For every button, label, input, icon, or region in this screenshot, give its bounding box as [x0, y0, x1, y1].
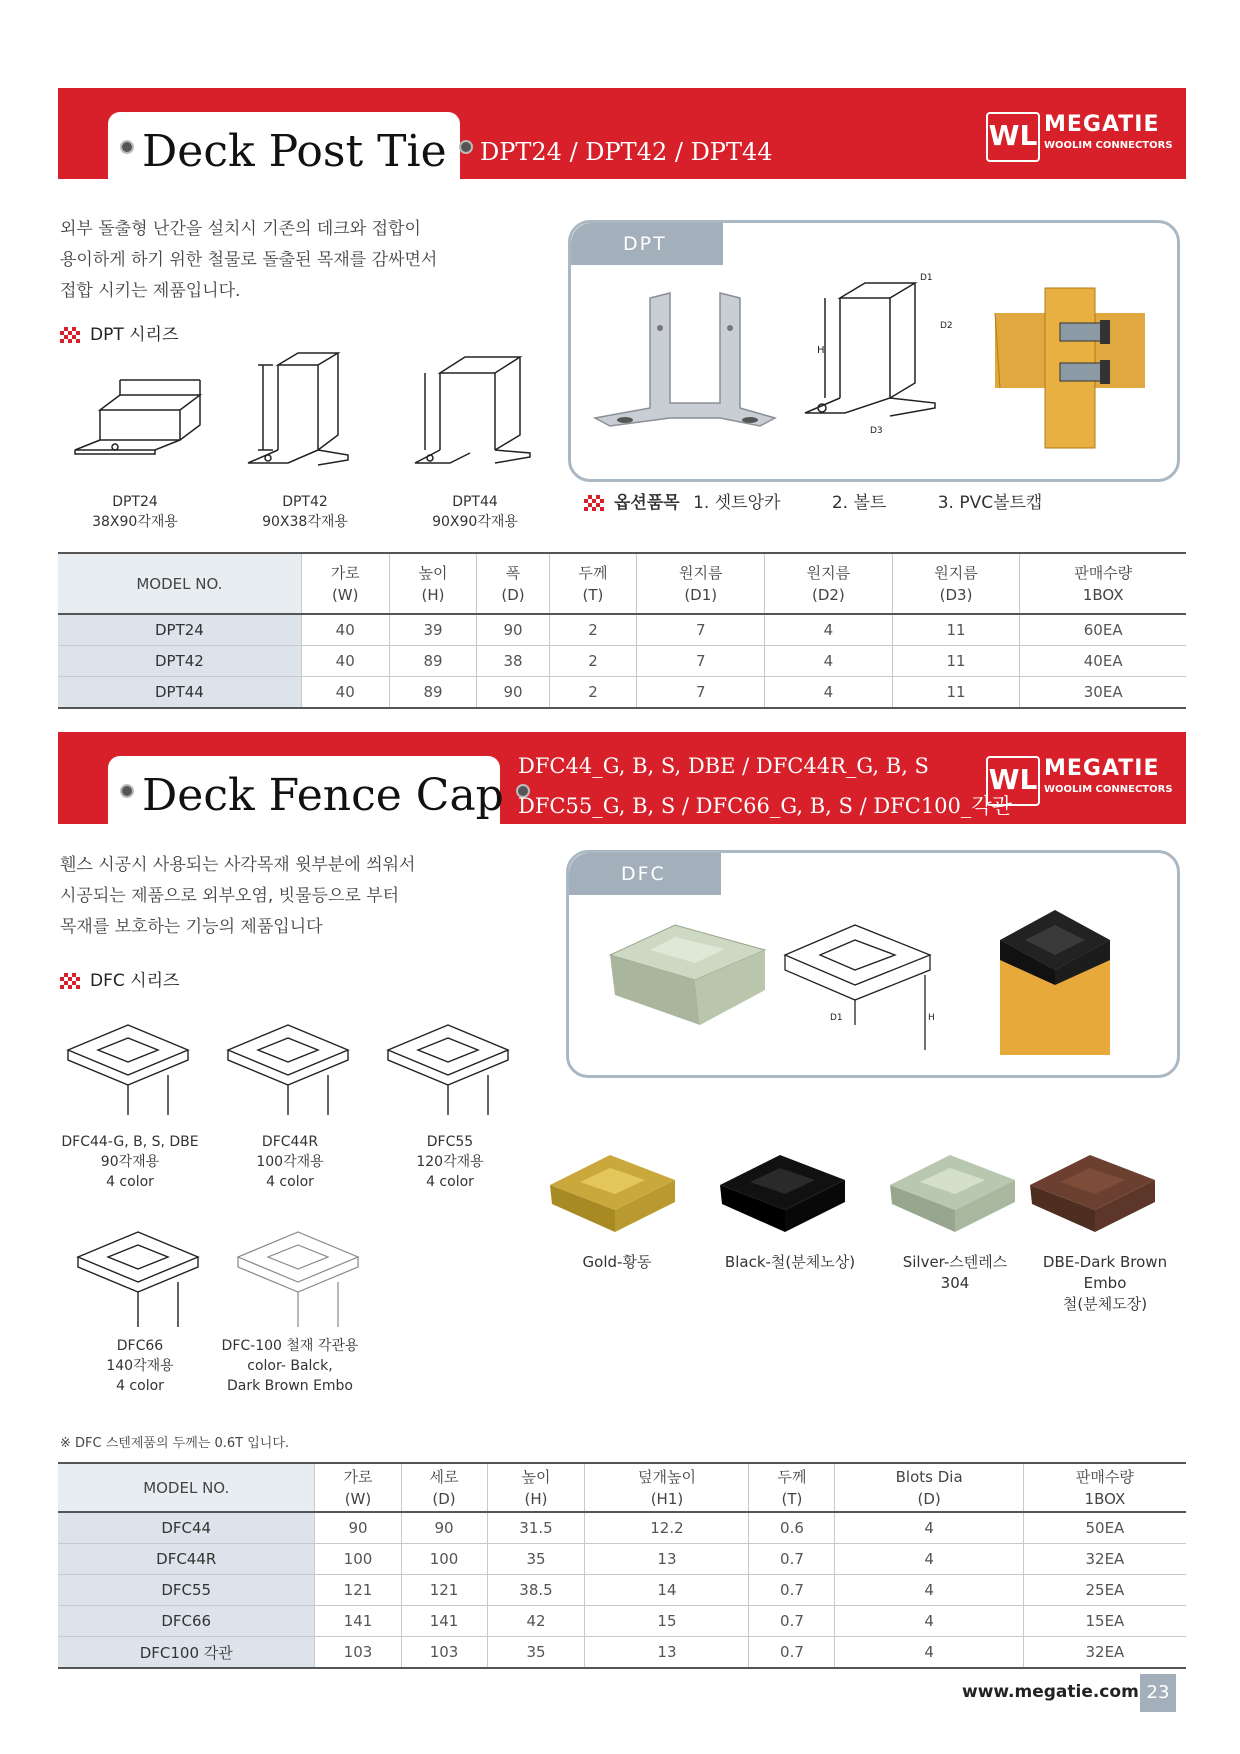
table-cell: 90	[477, 614, 549, 646]
logo-sub: WOOLIM CONNECTORS	[1044, 784, 1173, 795]
dfc55-caption	[370, 1132, 530, 1192]
caption-color: 4 color	[116, 1378, 164, 1394]
caption-spec: 140각재용	[106, 1358, 174, 1374]
dpt-product-images	[590, 268, 1160, 468]
model-cell: DFC44R	[58, 1544, 315, 1575]
checker-icon	[584, 495, 604, 511]
header-subline: (D1)	[684, 585, 718, 604]
caption-model: DFC66	[116, 1338, 164, 1354]
dfc66-caption	[60, 1336, 220, 1396]
dpt24-drawing	[60, 370, 220, 480]
dfc-series-label	[60, 966, 179, 991]
table-cell: 40	[301, 677, 389, 709]
table-row	[58, 1606, 1186, 1637]
column-header	[58, 553, 301, 614]
table-row	[58, 614, 1186, 646]
table-cell: 4	[835, 1637, 1023, 1669]
table-header-row	[58, 1463, 1186, 1512]
header-subline: 1BOX	[1084, 1489, 1126, 1508]
column-header	[301, 553, 389, 614]
table-cell: 0.7	[749, 1637, 835, 1669]
table-cell: 39	[389, 614, 477, 646]
gold-cap	[550, 1155, 675, 1232]
desc-line: 외부 돌출형 난간을 설치시 기존의 데크와 접합이	[60, 219, 421, 239]
header-subline: (W)	[344, 1489, 372, 1508]
table-row	[58, 1637, 1186, 1669]
caption-model: DFC44R	[261, 1134, 319, 1150]
dpt42-caption	[240, 492, 370, 532]
page-number: 23	[1140, 1674, 1176, 1712]
black-cap	[720, 1155, 845, 1232]
dpt24-caption	[70, 492, 200, 532]
table-cell: 32EA	[1023, 1637, 1186, 1669]
svg-text:D2: D2	[940, 321, 953, 331]
table-cell: 141	[401, 1606, 487, 1637]
column-header	[401, 1463, 487, 1512]
table-row	[58, 1544, 1186, 1575]
caption-model: DPT42	[282, 494, 328, 510]
svg-text:D1: D1	[830, 1013, 843, 1023]
table-cell: 13	[585, 1544, 749, 1575]
caption-spec: 38X90각재용	[92, 514, 178, 530]
table-cell: 13	[585, 1637, 749, 1669]
table-cell: 4	[765, 646, 893, 677]
caption-model: DFC-100 철재 각관용	[221, 1338, 359, 1354]
model-cell: DFC66	[58, 1606, 315, 1637]
header-subline: (D)	[501, 585, 525, 604]
column-header	[58, 1463, 315, 1512]
svg-text:H: H	[928, 1013, 935, 1023]
caption-color: 4 color	[106, 1174, 154, 1190]
dpt-logo	[986, 112, 1176, 162]
table-cell: 7	[637, 646, 765, 677]
dfc-drawings-row2	[58, 1212, 388, 1342]
table-cell: 7	[637, 677, 765, 709]
desc-line: 시공되는 제품으로 외부오염, 빗물등으로 부터	[60, 886, 400, 906]
dfc-series-text: DFC 시리즈	[90, 971, 180, 991]
table-cell: 90	[401, 1512, 487, 1544]
swatch-name: Gold-황동	[582, 1253, 652, 1271]
dfc100-caption	[210, 1336, 370, 1396]
dfc-logo	[986, 756, 1176, 806]
gold-label	[552, 1252, 682, 1273]
column-header	[1023, 1463, 1186, 1512]
footer-url[interactable]: www.megatie.com	[962, 1682, 1139, 1702]
table-header-row	[58, 553, 1186, 614]
header-line: MODEL NO.	[136, 574, 223, 593]
table-cell: 35	[487, 1544, 585, 1575]
header-line: 두께	[777, 1467, 807, 1486]
column-header	[487, 1463, 585, 1512]
table-cell: 4	[835, 1544, 1023, 1575]
table-cell: 7	[637, 614, 765, 646]
logo-mark-icon: WL	[986, 112, 1040, 162]
column-header	[315, 1463, 401, 1512]
header-subline: 1BOX	[1082, 585, 1124, 604]
dpt44-drawing	[400, 345, 550, 475]
header-line: 세로	[429, 1467, 459, 1486]
bullet-dot-icon	[120, 140, 134, 154]
table-cell: 100	[401, 1544, 487, 1575]
column-header	[549, 553, 637, 614]
logo-name: MEGATIE	[1044, 112, 1160, 137]
column-header	[835, 1463, 1023, 1512]
silver-label	[880, 1252, 1030, 1294]
table-cell: 38	[477, 646, 549, 677]
model-cell: DPT42	[58, 646, 301, 677]
dfc-panel-tab: DFC	[569, 853, 721, 895]
table-cell: 12.2	[585, 1512, 749, 1544]
swatch-sub: Embo	[1083, 1274, 1127, 1292]
table-cell: 40	[301, 614, 389, 646]
model-cell: DFC44	[58, 1512, 315, 1544]
swatch-name: Silver-스텐레스	[902, 1253, 1008, 1271]
table-cell: 4	[835, 1512, 1023, 1544]
table-cell: 32EA	[1023, 1544, 1186, 1575]
table-cell: 89	[389, 677, 477, 709]
dfc-thickness-note: ※ DFC 스텐제품의 두께는 0.6T 입니다.	[60, 1436, 290, 1451]
dpt-spec-table	[58, 552, 1186, 709]
dpt-panel-tab: DPT	[571, 223, 723, 265]
header-subline: (H)	[524, 1489, 548, 1508]
table-cell: 103	[315, 1637, 401, 1669]
caption-spec: 120각재용	[416, 1154, 484, 1170]
table-cell: 50EA	[1023, 1512, 1186, 1544]
column-header	[1020, 553, 1186, 614]
table-cell: 25EA	[1023, 1575, 1186, 1606]
header-line: 높이	[521, 1467, 551, 1486]
table-cell: 11	[892, 677, 1020, 709]
option-item: 3. PVC볼트캡	[937, 493, 1043, 513]
logo-mark-icon: WL	[986, 756, 1040, 806]
dfc-drawings-row1	[58, 1005, 538, 1130]
table-cell: 15	[585, 1606, 749, 1637]
dfc-title	[120, 770, 530, 821]
desc-line: 목재를 보호하는 기능의 제품입니다	[60, 917, 323, 937]
options-label: 옵션품목	[614, 493, 680, 513]
table-cell: 42	[487, 1606, 585, 1637]
table-cell: 30EA	[1020, 677, 1186, 709]
bullet-dot-icon	[120, 784, 134, 798]
table-cell: 2	[549, 646, 637, 677]
header-line: 덮개높이	[637, 1467, 696, 1486]
silver-cap	[890, 1155, 1015, 1232]
dpt-series-text: DPT 시리즈	[90, 325, 179, 345]
dpt-title	[120, 126, 473, 177]
table-cell: 2	[549, 614, 637, 646]
dpt44-caption	[410, 492, 540, 532]
table-cell: 4	[835, 1575, 1023, 1606]
dfc-models-line2: DFC55_G, B, S / DFC66_G, B, S / DFC100_각관	[518, 794, 1012, 818]
table-row	[58, 677, 1186, 709]
header-line: 판매수량	[1074, 563, 1133, 582]
table-cell: 40	[301, 646, 389, 677]
header-subline: (T)	[582, 585, 604, 604]
table-cell: 31.5	[487, 1512, 585, 1544]
header-line: 폭	[505, 563, 521, 582]
table-cell: 4	[765, 677, 893, 709]
table-cell: 35	[487, 1637, 585, 1669]
header-subline: (T)	[781, 1489, 803, 1508]
bullet-dot-icon	[459, 140, 473, 154]
desc-line: 용이하게 하기 위한 철물로 돌출된 목재를 감싸면서	[60, 250, 438, 270]
model-cell: DPT24	[58, 614, 301, 646]
dfc-title-text: Deck Fence Cap	[142, 770, 504, 821]
caption-spec: color- Balck,	[247, 1358, 333, 1374]
caption-spec: 90X38각재용	[262, 514, 348, 530]
header-line: 원지름	[806, 563, 851, 582]
header-subline: (H)	[421, 585, 445, 604]
header-subline: (D3)	[939, 585, 973, 604]
svg-text:D3: D3	[870, 426, 883, 436]
dfc44r-caption	[210, 1132, 370, 1192]
header-subline: (D)	[917, 1489, 941, 1508]
table-cell: 100	[315, 1544, 401, 1575]
dpt-title-text: Deck Post Tie	[142, 126, 447, 177]
swatch-sub: 304	[940, 1274, 970, 1292]
swatch-sub2: 철(분체도장)	[1062, 1295, 1148, 1313]
table-cell: 4	[835, 1606, 1023, 1637]
table-row	[58, 1512, 1186, 1544]
caption-color: Dark Brown Embo	[227, 1378, 353, 1394]
table-cell: 14	[585, 1575, 749, 1606]
header-line: 판매수량	[1075, 1467, 1134, 1486]
desc-line: 휀스 시공시 사용되는 사각목재 윗부분에 씌워서	[60, 855, 416, 875]
checker-icon	[60, 327, 80, 343]
header-line: 높이	[418, 563, 448, 582]
caption-color: 4 color	[266, 1174, 314, 1190]
header-line: 원지름	[934, 563, 978, 582]
header-subline: (D)	[432, 1489, 456, 1508]
header-line: MODEL NO.	[143, 1478, 230, 1497]
column-header	[892, 553, 1020, 614]
column-header	[389, 553, 477, 614]
table-cell: 121	[401, 1575, 487, 1606]
black-label	[700, 1252, 880, 1273]
caption-model: DFC44-G, B, S, DBE	[61, 1134, 199, 1150]
table-cell: 15EA	[1023, 1606, 1186, 1637]
table-cell: 0.7	[749, 1544, 835, 1575]
dpt-options	[584, 488, 1042, 513]
table-row	[58, 1575, 1186, 1606]
table-cell: 2	[549, 677, 637, 709]
caption-model: DFC55	[426, 1134, 474, 1150]
table-cell: 0.7	[749, 1575, 835, 1606]
table-cell: 60EA	[1020, 614, 1186, 646]
table-row	[58, 646, 1186, 677]
option-item: 2. 볼트	[831, 493, 887, 513]
caption-spec: 90X90각재용	[432, 514, 518, 530]
column-header	[765, 553, 893, 614]
model-cell: DFC100 각관	[58, 1637, 315, 1669]
model-cell: DPT44	[58, 677, 301, 709]
option-item: 1. 셋트앙카	[693, 493, 781, 513]
checker-icon	[60, 973, 80, 989]
dbe-label	[1030, 1252, 1180, 1315]
column-header	[477, 553, 549, 614]
column-header	[637, 553, 765, 614]
caption-spec: 90각재용	[100, 1154, 160, 1170]
caption-color: 4 color	[426, 1174, 474, 1190]
table-cell: 11	[892, 614, 1020, 646]
dpt42-drawing	[228, 345, 378, 475]
model-cell: DFC55	[58, 1575, 315, 1606]
header-subline: (D2)	[811, 585, 845, 604]
header-subline: (H1)	[650, 1489, 684, 1508]
caption-model: DPT24	[112, 494, 158, 510]
logo-name: MEGATIE	[1044, 756, 1160, 781]
column-header	[585, 1463, 749, 1512]
column-header	[749, 1463, 835, 1512]
table-cell: 0.6	[749, 1512, 835, 1544]
header-line: 두께	[578, 563, 608, 582]
table-cell: 40EA	[1020, 646, 1186, 677]
table-cell: 90	[315, 1512, 401, 1544]
header-line: 가로	[343, 1467, 373, 1486]
table-cell: 89	[389, 646, 477, 677]
dpt-series-label	[60, 320, 178, 345]
table-cell: 103	[401, 1637, 487, 1669]
header-line: Blots Dia	[895, 1467, 963, 1486]
header-subline: (W)	[331, 585, 359, 604]
caption-spec: 100각재용	[256, 1154, 324, 1170]
table-cell: 121	[315, 1575, 401, 1606]
header-line: 가로	[330, 563, 360, 582]
desc-line: 접합 시키는 제품입니다.	[60, 281, 241, 301]
header-line: 원지름	[678, 563, 723, 582]
dfc-models-line1: DFC44_G, B, S, DBE / DFC44R_G, B, S	[518, 754, 929, 778]
table-cell: 90	[477, 677, 549, 709]
swatch-name: Black-철(분체노상)	[724, 1253, 856, 1271]
dark-brown-cap	[1030, 1155, 1155, 1232]
dpt-description	[60, 214, 540, 307]
table-cell: 141	[315, 1606, 401, 1637]
table-cell: 11	[892, 646, 1020, 677]
swatch-name: DBE-Dark Brown	[1042, 1253, 1168, 1271]
color-swatches	[550, 1140, 1170, 1240]
table-cell: 4	[765, 614, 893, 646]
table-cell: 38.5	[487, 1575, 585, 1606]
dfc-spec-table	[58, 1462, 1186, 1669]
logo-sub: WOOLIM CONNECTORS	[1044, 140, 1173, 151]
svg-text:H: H	[817, 345, 825, 356]
table-cell: 0.7	[749, 1606, 835, 1637]
caption-model: DPT44	[452, 494, 498, 510]
svg-text:D1: D1	[920, 273, 933, 283]
dpt-models: DPT24 / DPT42 / DPT44	[480, 138, 773, 166]
dfc-description	[60, 850, 540, 943]
dfc-product-images	[600, 885, 1160, 1065]
dfc44-caption	[50, 1132, 210, 1192]
